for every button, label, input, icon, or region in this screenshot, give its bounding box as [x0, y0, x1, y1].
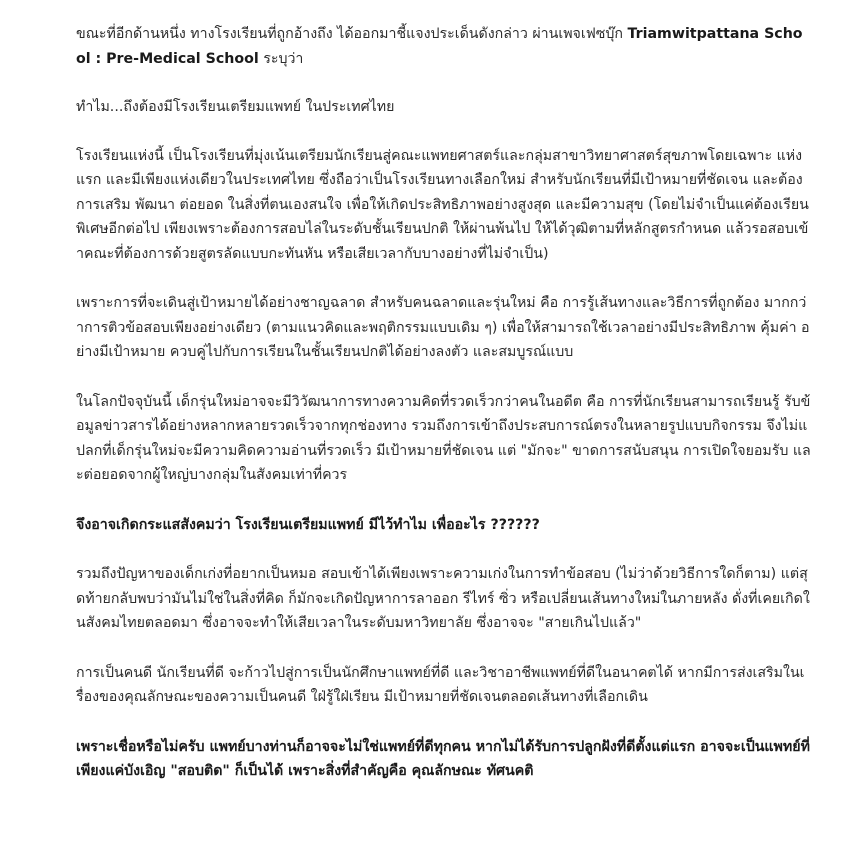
paragraph-good-doctor: เพราะเชื่อหรือไม่ครับ แพทย์บางท่านก็อาจจะไม่ใช่แพทย์ที่ดีทุกคน หากไม่ได้รับการปลูกฝังที่ดีตั้งแต่แรก อาจจะเป็นแพทย์ที่เพียงแค่บังเอิญ "สอบติด" ก็เป็นได้ เพราะสิ่งที่สำคัญคือ คุณลักษณะ ทัศนคติ	[76, 738, 810, 779]
paragraph-social-question: จึงอาจเกิดกระแสสังคมว่า โรงเรียนเตรียมแพทย์ มีไว้ทำไม เพื่ออะไร ??????	[76, 516, 540, 533]
article-body	[76, 22, 811, 809]
intro-paragraph	[76, 22, 811, 71]
paragraph-good-person: การเป็นคนดี นักเรียนที่ดี จะก้าวไปสู่การเป็นนักศึกษาแพทย์ที่ดี และวิชาอาชีพแพทย์ที่ดีในอนาคตได้ หากมีการส่งเสริมในเรื่องของคุณลักษณะของความเป็นคนดี ใฝ่รู้ใฝ่เรียน มีเป้าหมายที่ชัดเจนตลอดเส้นทางที่เลือกเดิน	[76, 664, 805, 705]
intro-text-end: ระบุว่า	[258, 50, 304, 67]
paragraph-school-description: โรงเรียนแห่งนี้ เป็นโรงเรียนที่มุ่งเน้นเตรียมนักเรียนสู่คณะแพทยศาสตร์และกลุ่มสาขาวิทยาศาสตร์สุขภาพโดยเฉพาะ แห่งแรก และมีเพียงแห่งเดียวในประเทศไทย ซึ่งถือว่าเป็นโรงเรียนทางเลือกใหม่ สำหรับนักเรียนที่มีเป้าหมายที่ชัดเจน และต้องการเสริม พัฒนา ต่อยอด ในสิ่งที่ตนเองสนใจ เพื่อให้เกิดประสิทธิภาพอย่างสูงสุด และมีความสุข (โดยไม่จำเป็นแค่ต้องเรียนพิเศษอีกต่อไป เพียงเพราะต้องการสอบไล่ในระดับชั้นเรียนปกติ ให้ผ่านพ้นไป ให้ได้วุฒิตามที่หลักสูตรกำหนด แล้วรอสอบเข้าคณะที่ต้องการด้วยสูตรลัดแบบกะทันหัน หรือเสียเวลากับบางอย่างที่ไม่จำเป็น)	[76, 147, 809, 262]
paragraph-student-problems: รวมถึงปัญหาของเด็กเก่งที่อยากเป็นหมอ สอบเข้าได้เพียงเพราะความเก่งในการทำข้อสอบ (ไม่ว่าด้วยวิธีการใดก็ตาม) แต่สุดท้ายกลับพบว่ามันไม่ใช่ในสิ่งที่คิด ก็มักจะเกิดปัญหาการลาออก รีไทร์ ซิ่ว หรือเปลี่ยนเส้นทางใหม่ในภายหลัง ดั่งที่เคยเกิดในสังคมไทยตลอดมา ซึ่งอาจจะทำให้เสียเวลาในระดับมหาวิทยาลัย ซึ่งอาจจะ "สายเกินไปแล้ว"	[76, 566, 810, 631]
paragraph-new-generation: ในโลกปัจจุบันนี้ เด็กรุ่นใหม่อาจจะมีวิวัฒนาการทางความคิดที่รวดเร็วกว่าคนในอดีต คือ การที่นักเรียนสามารถเรียนรู้ รับข้อมูลข่าวสารได้อย่างหลากหลายรวดเร็วจากทุกช่องทาง รวมถึงการเข้าถึงประสบการณ์ตรงในหลายรูปแบบกิจกรรม จึงไม่แปลกที่เด็กรุ่นใหม่จะมีความคิดความอ่านที่รวดเร็ว มีเป้าหมายที่ชัดเจน แต่ "มักจะ" ขาดการสนับสนุน การเปิดใจยอมรับ และต่อยอดจากผู้ใหญ่บางกลุ่มในสังคมเท่าที่ควร	[76, 393, 811, 483]
question-paragraph: ทำไม...ถึงต้องมีโรงเรียนเตรียมแพทย์ ในประเทศไทย	[76, 99, 395, 115]
intro-text: ขณะที่อีกด้านหนึ่ง ทางโรงเรียนที่ถูกอ้างถึง ได้ออกมาชี้แจงประเด็นดังกล่าว ผ่านเพจเฟซบุ๊ก	[76, 26, 628, 42]
school-page-name: Triamwitpattana School : Pre-Medical School	[76, 26, 803, 67]
paragraph-smart-path: เพราะการที่จะเดินสู่เป้าหมายได้อย่างชาญฉลาด สำหรับคนฉลาดและรุ่นใหม่ คือ การรู้เส้นทางและวิธีการที่ถูกต้อง มากกว่าการติวข้อสอบเพียงอย่างเดียว (ตามแนวคิดและพฤติกรรมแบบเดิม ๆ) เพื่อให้สามารถใช้เวลาอย่างมีประสิทธิภาพ คุ้มค่า อย่างมีเป้าหมาย ควบคู่ไปกับการเรียนในชั้นเรียนปกติได้อย่างลงตัว และสมบูรณ์แบบ	[76, 295, 810, 360]
